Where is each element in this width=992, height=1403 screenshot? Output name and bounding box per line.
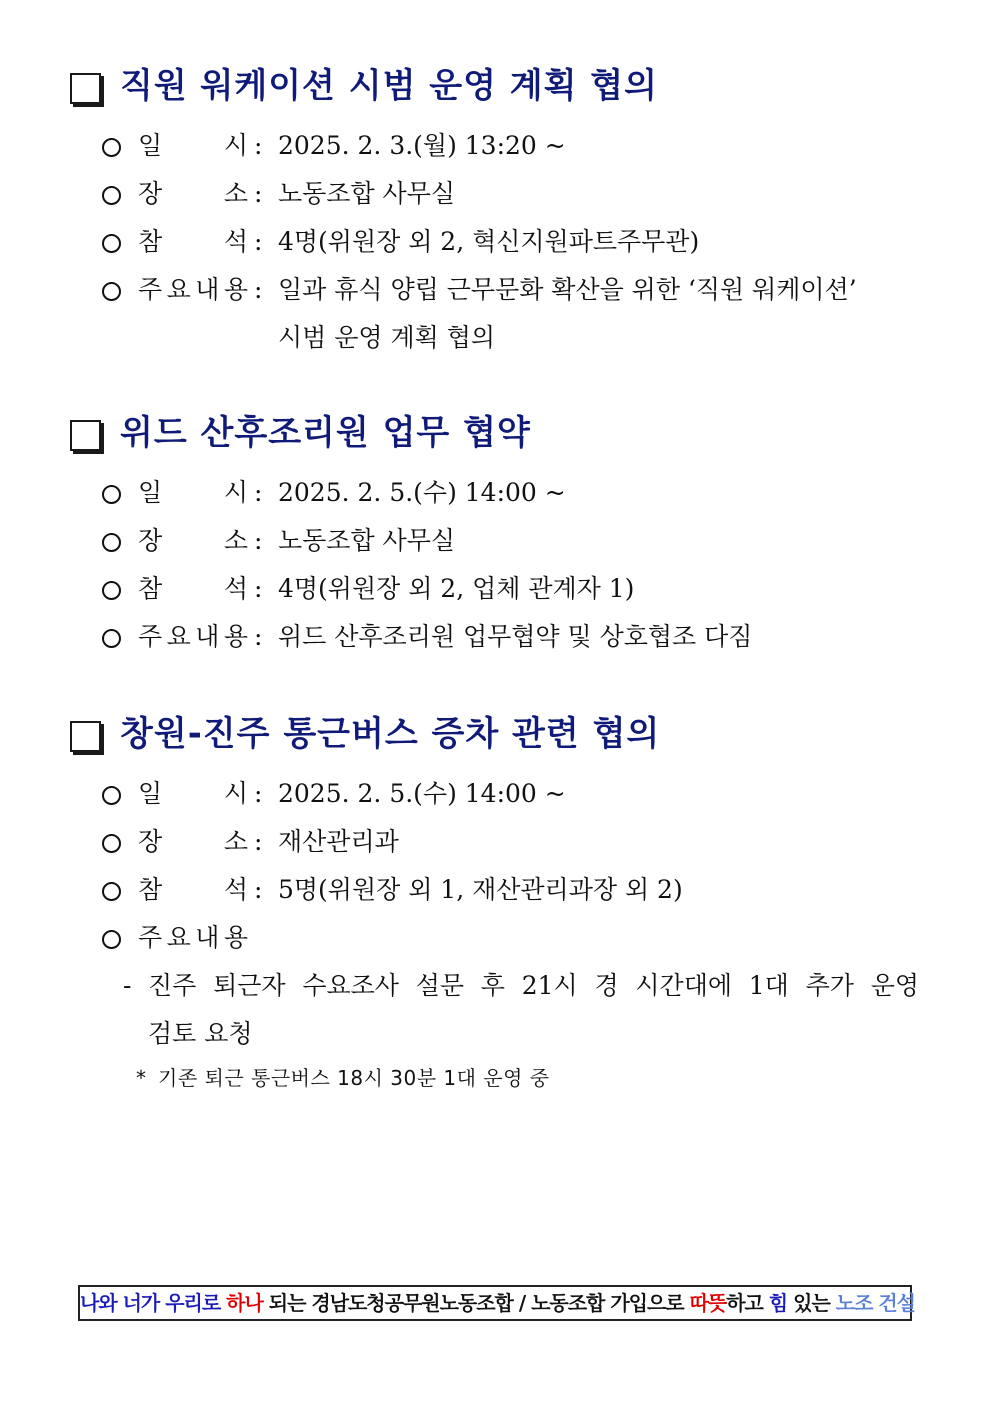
label-char: 석 [223,574,248,603]
colon: : [254,779,263,808]
colon: : [254,622,263,651]
place-row [70,517,930,565]
asterisk: * [136,1066,146,1090]
section-heading [70,65,930,115]
colon: : [254,526,263,555]
dash-bullet: - [123,971,132,1000]
detail-text-continued: 검토 요청 [148,1019,253,1048]
date-value: 2025. 2. 3.(월) 13:20 ~ [278,131,566,160]
colon: : [254,227,263,256]
date-label [138,122,248,170]
note-text: 기존 퇴근 통근버스 18시 30분 1대 운영 중 [158,1066,550,1090]
label-char: 용 [223,622,248,651]
place-row [70,818,930,866]
label-char: 참 [138,227,163,256]
footer-slogan [78,1285,915,1321]
label-char: 용 [223,923,248,952]
attendees-value: 4명(위원장 외 2, 혁신지원파트주무관) [278,227,700,256]
circle-bullet-icon [102,138,121,157]
section-2 [70,412,930,661]
attendees-label [138,866,248,914]
attendees-value: 5명(위원장 외 1, 재산관리과장 외 2) [278,875,683,904]
checkbox-square-icon [70,721,101,752]
content-value-continued: 시범 운영 계획 협의 [278,323,496,352]
section-title: 직원 워케이션 시범 운영 계획 협의 [120,66,658,106]
label-char: 석 [223,227,248,256]
label-char: 내 [195,275,220,304]
colon: : [254,275,263,304]
label-char: 주 [138,622,163,651]
label-char: 주 [138,275,163,304]
colon: : [254,827,263,856]
circle-bullet-icon [102,882,121,901]
place-label [138,818,248,866]
section-heading [70,713,930,763]
content-value: 일과 휴식 양립 근무문화 확산을 위한 ‘직원 워케이션’ [278,275,857,304]
circle-bullet-icon [102,629,121,648]
date-label [138,770,248,818]
date-row [70,469,930,517]
slogan-segment: 있는 [787,1291,836,1315]
checkbox-square-icon [70,420,101,451]
circle-bullet-icon [102,786,121,805]
date-row [70,122,930,170]
detail-row [70,962,930,1010]
date-row [70,770,930,818]
label-char: 석 [223,875,248,904]
checkbox-square-icon [70,73,101,104]
circle-bullet-icon [102,533,121,552]
colon: : [254,875,263,904]
place-value: 재산관리과 [278,827,399,856]
content-row [70,914,930,962]
place-label [138,517,248,565]
content-continuation-row [70,314,930,362]
circle-bullet-icon [102,581,121,600]
label-char: 소 [223,827,248,856]
colon: : [254,131,263,160]
colon: : [254,478,263,507]
place-value: 노동조합 사무실 [278,526,455,555]
section-heading [70,412,930,462]
label-char: 참 [138,875,163,904]
colon: : [254,574,263,603]
slogan-segment: 되는 경남도청공무원노동조합 / 노동조합 가입으로 [262,1291,690,1315]
content-label [138,613,248,661]
label-char: 장 [138,526,163,555]
label-char: 시 [223,131,248,160]
label-char: 참 [138,574,163,603]
attendees-value: 4명(위원장 외 2, 업체 관계자 1) [278,574,635,603]
slogan-segment: 힘 [768,1291,788,1315]
detail-text: 진주 퇴근자 수요조사 설문 후 21시 경 시간대에 1대 추가 운영 [148,971,919,1000]
content-row [70,266,930,314]
date-value: 2025. 2. 5.(수) 14:00 ~ [278,478,566,507]
label-char: 요 [166,622,191,651]
content-label [138,266,248,314]
label-char: 주 [138,923,163,952]
circle-bullet-icon [102,485,121,504]
attendees-label [138,218,248,266]
date-label [138,469,248,517]
label-char: 용 [223,275,248,304]
label-char: 요 [166,923,191,952]
place-value: 노동조합 사무실 [278,179,455,208]
section-1 [70,65,930,362]
content-label [138,914,248,962]
label-char: 일 [138,131,163,160]
date-value: 2025. 2. 5.(수) 14:00 ~ [278,779,566,808]
section-title: 위드 산후조리원 업무 협약 [120,413,531,453]
slogan-segment: 나와 너가 우리로 [80,1291,227,1315]
slogan-segment: 하고 [726,1291,769,1315]
label-char: 내 [195,923,220,952]
label-char: 요 [166,275,191,304]
place-label [138,170,248,218]
slogan-segment: 하나 [226,1291,263,1315]
label-char: 일 [138,478,163,507]
attendees-row [70,218,930,266]
label-char: 일 [138,779,163,808]
circle-bullet-icon [102,234,121,253]
label-char: 시 [223,478,248,507]
circle-bullet-icon [102,834,121,853]
label-char: 장 [138,827,163,856]
content-value: 위드 산후조리원 업무협약 및 상호협조 다짐 [278,622,753,651]
circle-bullet-icon [102,282,121,301]
label-char: 소 [223,179,248,208]
detail-continuation-row [70,1010,930,1058]
note-row [70,1058,930,1098]
slogan-segment: 따뜻 [689,1291,727,1315]
attendees-row [70,866,930,914]
label-char: 소 [223,526,248,555]
place-row [70,170,930,218]
colon: : [254,179,263,208]
label-char: 시 [223,779,248,808]
label-char: 장 [138,179,163,208]
attendees-label [138,565,248,613]
label-char: 내 [195,622,220,651]
section-3 [70,713,930,1098]
circle-bullet-icon [102,930,121,949]
circle-bullet-icon [102,186,121,205]
section-title: 창원-진주 통근버스 증차 관련 협의 [120,714,661,754]
content-row [70,613,930,661]
slogan-segment: 노조 건설 [835,1291,915,1315]
attendees-row [70,565,930,613]
